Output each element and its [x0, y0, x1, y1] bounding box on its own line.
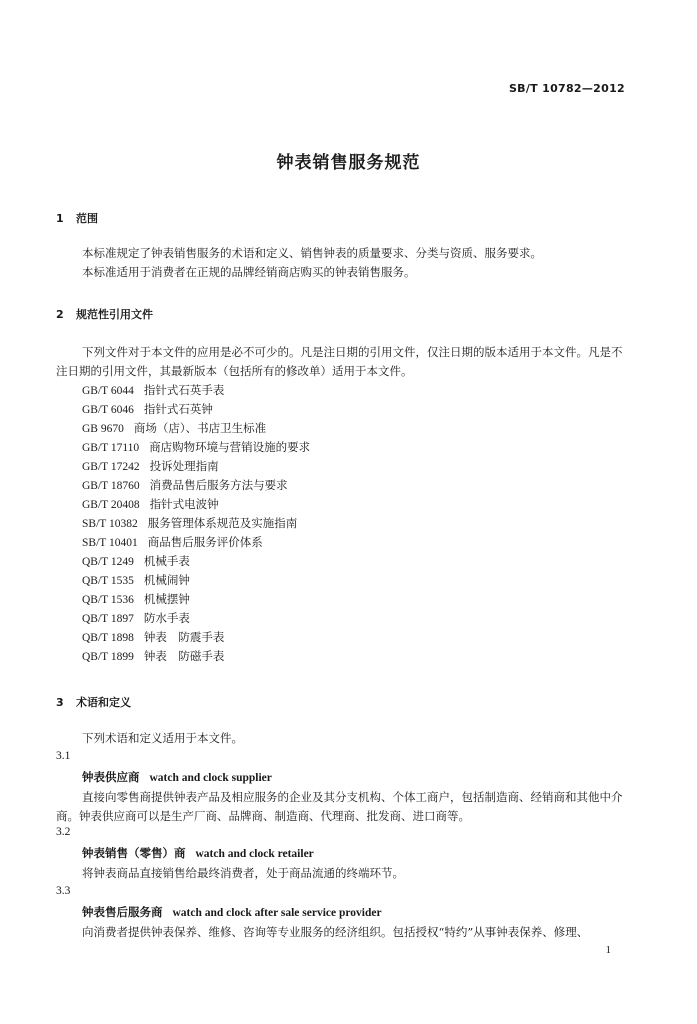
term-zh: 钟表供应商 — [82, 770, 140, 784]
term-zh: 钟表售后服务商 — [82, 905, 163, 919]
reference-code: QB/T 1536 — [82, 594, 134, 606]
section-title: 范围 — [76, 212, 98, 225]
reference-item — [82, 533, 310, 552]
reference-item — [82, 476, 310, 495]
reference-code: GB/T 18760 — [82, 480, 140, 492]
reference-code: SB/T 10382 — [82, 518, 138, 530]
term-en: watch and clock retailer — [195, 848, 314, 860]
term-zh: 钟表销售（零售）商 — [82, 846, 186, 860]
reference-code: GB 9670 — [82, 423, 124, 435]
term-heading — [82, 904, 382, 920]
term-heading — [82, 845, 314, 861]
reference-item — [82, 628, 310, 647]
reference-title: 钟表 防震手表 — [143, 630, 225, 644]
reference-title: 商场（店）、书店卫生标准 — [133, 421, 267, 435]
section-number: 1 — [56, 212, 64, 225]
reference-title: 商品售后服务评价体系 — [147, 535, 263, 549]
reference-title: 防水手表 — [143, 611, 190, 625]
term-definition: 将钟表商品直接销售给最终消费者，处于商品流通的终端环节。 — [82, 866, 404, 880]
reference-title: 指针式石英钟 — [143, 402, 213, 416]
reference-code: GB/T 17242 — [82, 461, 140, 473]
reference-item — [82, 495, 310, 514]
section-2-heading — [56, 306, 153, 322]
reference-item — [82, 571, 310, 590]
reference-title: 机械摆钟 — [143, 592, 190, 606]
section-title: 规范性引用文件 — [76, 308, 153, 321]
section-3-heading — [56, 694, 131, 710]
reference-title: 商店购物环境与营销设施的要求 — [149, 440, 311, 454]
reference-item — [82, 400, 310, 419]
clause-number: 3.1 — [56, 750, 71, 762]
clause-number: 3.3 — [56, 885, 71, 897]
reference-item — [82, 514, 310, 533]
term-en: watch and clock after sale service provider — [172, 907, 382, 919]
reference-code: QB/T 1897 — [82, 613, 134, 625]
reference-title: 机械手表 — [143, 554, 190, 568]
reference-code: QB/T 1898 — [82, 632, 134, 644]
term-heading — [82, 769, 272, 785]
reference-title: 投诉处理指南 — [149, 459, 219, 473]
reference-title: 钟表 防磁手表 — [143, 649, 225, 663]
reference-code: QB/T 1535 — [82, 575, 134, 587]
reference-code: GB/T 6046 — [82, 404, 134, 416]
page-number: 1 — [605, 944, 611, 956]
reference-title: 机械闹钟 — [143, 573, 190, 587]
reference-title: 指针式电波钟 — [149, 497, 219, 511]
reference-item — [82, 647, 310, 666]
section-number: 2 — [56, 308, 64, 321]
reference-title: 指针式石英手表 — [143, 383, 225, 397]
reference-title: 服务管理体系规范及实施指南 — [147, 516, 298, 530]
section-3-intro: 下列术语和定义适用于本文件。 — [82, 731, 243, 745]
reference-code: QB/T 1899 — [82, 651, 134, 663]
reference-code: GB/T 17110 — [82, 442, 140, 454]
section-1-paragraph-1: 本标准规定了钟表销售服务的术语和定义、销售钟表的质量要求、分类与资质、服务要求。 — [82, 246, 542, 260]
reference-item — [82, 552, 310, 571]
reference-code: GB/T 20408 — [82, 499, 140, 511]
reference-title: 消费品售后服务方法与要求 — [149, 478, 288, 492]
term-definition: 直接向零售商提供钟表产品及相应服务的企业及其分支机构、个体工商户，包括制造商、经销商和其他中介商。钟表供应商可以是生产厂商、品牌商、制造商、代理商、批发商、进口商等。 — [56, 790, 623, 823]
normative-reference-list — [82, 381, 310, 666]
reference-code: QB/T 1249 — [82, 556, 134, 568]
reference-item — [82, 609, 310, 628]
section-1-heading — [56, 210, 98, 226]
clause-number: 3.2 — [56, 826, 71, 838]
reference-item — [82, 438, 310, 457]
section-title: 术语和定义 — [76, 696, 131, 709]
reference-item — [82, 590, 310, 609]
section-1-paragraph-2: 本标准适用于消费者在正规的品牌经销商店购买的钟表销售服务。 — [82, 265, 416, 279]
document-title: 钟表销售服务规范 — [276, 153, 421, 173]
term-en: watch and clock supplier — [149, 772, 272, 784]
reference-code: SB/T 10401 — [82, 537, 138, 549]
reference-item — [82, 419, 310, 438]
section-2-intro: 下列文件对于本文件的应用是必不可少的。凡是注日期的引用文件，仅注日期的版本适用于本文件。凡是不注日期的引用文件，其最新版本（包括所有的修改单）适用于本文件。 — [56, 345, 623, 378]
reference-item — [82, 381, 310, 400]
term-definition: 向消费者提供钟表保养、维修、咨询等专业服务的经济组织。包括授权“特约”从事钟表保养、修理、 — [82, 925, 589, 939]
section-number: 3 — [56, 696, 64, 709]
standard-code: SB/T 10782—2012 — [508, 82, 625, 95]
reference-item — [82, 457, 310, 476]
reference-code: GB/T 6044 — [82, 385, 134, 397]
